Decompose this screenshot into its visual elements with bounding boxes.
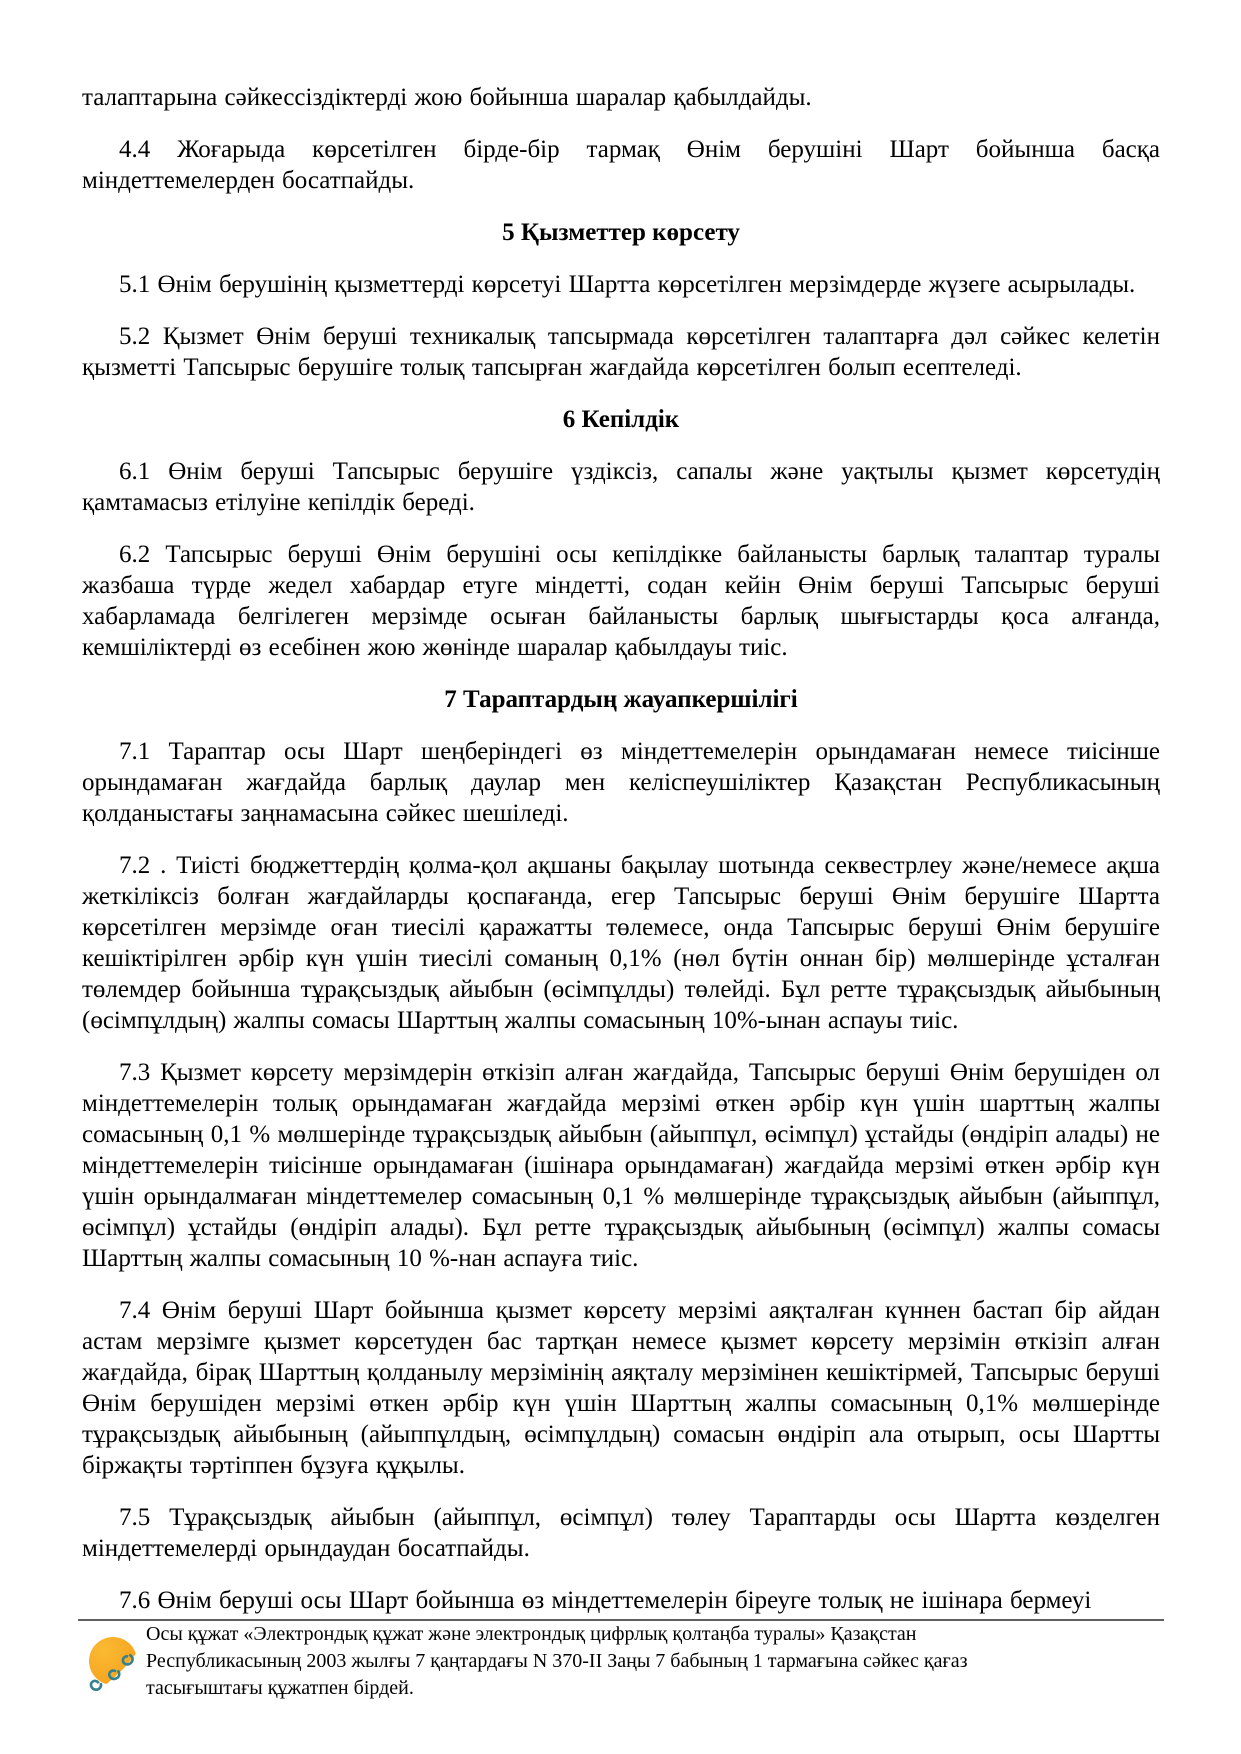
paragraph-7-4: 7.4 Өнім беруші Шарт бойынша қызмет көрсету мерзімі аяқталған күннен бастап бір айдан астам мерзімге қызмет көрсетуден бас тартқан немесе қызмет көрсету мерзімін өткізіп алған жағдайда, бірақ Шарттың қолданылу мерзімінің аяқталу мерзімінен кешіктірмей, Тапсырыс беруші Өнім берушіден мерзімі өткен әрбір күн үшін Шарттың жалпы сомасының 0,1% мөлшерінде тұрақсыздық айыбының (айыппұлдың, өсімпұлдың) сомасын өндіріп ала отырып, осы Шартты біржақты тәртіппен бұзуға құқылы.	[82, 1297, 1160, 1479]
paragraph-6-1: 6.1 Өнім беруші Тапсырыс берушіге үздіксіз, сапалы және уақтылы қызмет көрсетудің қамтамасыз етілуіне кепілдік береді.	[82, 458, 1160, 516]
footer-note	[146, 1621, 967, 1702]
paragraph-7-6: 7.6 Өнім беруші осы Шарт бойынша өз міндеттемелерін біреуге толық не ішінара бермеуі	[119, 1587, 1092, 1614]
footer-note-line-1: Осы құжат «Электрондық құжат және электрондық цифрлық қолтаңба туралы» Қазақстан	[146, 1623, 917, 1645]
contract-text	[82, 82, 1160, 1637]
paragraph-5-2: 5.2 Қызмет Өнім беруші техникалық тапсырмада көрсетілген талаптарға дәл сәйкес келетін қызметті Тапсырыс берушіге толық тапсырған жағдайда көрсетілген болып есептеледі.	[82, 323, 1160, 381]
paragraph-7-3: 7.3 Қызмет көрсету мерзімдерін өткізіп алған жағдайда, Тапсырыс беруші Өнім берушіден ол міндеттемелерін толық орындамаған жағдайда мерзімі өткен әрбір күн үшін шарттың жалпы сомасының 0,1 % мөлшерінде тұрақсыздық айыбын (айыппұл, өсімпұл) ұстайды (өндіріп алады) не міндеттемелерін тиісінше орындамаған (ішінара орындамаған) жағдайда мерзімі өткен әрбір күн үшін орындалмаған міндеттемелер сомасының 0,1 % мөлшерінде тұрақсыздық айыбын (айыппұл, өсімпұл) ұстайды (өндіріп алады). Бұл ретте тұрақсыздық айыбының (өсімпұл) жалпы сомасы Шарттың жалпы сомасының 10 %-нан аспауға тиіс.	[82, 1059, 1160, 1272]
heading-section-7: 7 Тараптардың жауапкершілігі	[444, 686, 798, 713]
heading-section-6: 6 Кепілдік	[562, 406, 680, 433]
paragraph-7-5: 7.5 Тұрақсыздық айыбын (айыппұл, өсімпұл) төлеу Тараптарды осы Шартта көзделген міндеттемелерді орындаудан босатпайды.	[82, 1504, 1160, 1562]
paragraph-5-1: 5.1 Өнім берушінің қызметтерді көрсетуі Шартта көрсетілген мерзімдерде жүзеге асырылады.	[119, 271, 1136, 298]
paragraph-7-2: 7.2 . Тиісті бюджеттердің қолма-қол ақшаны бақылау шотында секвестрлеу және/немесе ақша жеткіліксіз болған жағдайларды қоспағанда, егер Тапсырыс беруші Өнім берушіге Шартта көрсетілген мерзімде оған тиесілі қаражатты төлемесе, онда Тапсырыс беруші Өнім берушіге кешіктірілген әрбір күн үшін тиесілі соманың 0,1% (нөл бүтін оннан бір) мөлшерінде ұсталған төлемдер бойынша тұрақсыздық айыбын (өсімпұлды) төлейді. Бұл ретте тұрақсыздық айыбының (өсімпұлдың) жалпы сомасы Шарттың жалпы сомасының 10%-ынан аспауы тиіс.	[82, 852, 1160, 1034]
paragraph-7-1: 7.1 Тараптар осы Шарт шеңберіндегі өз міндеттемелерін орындамаған немесе тиісінше орындамаған жағдайда барлық даулар мен келіспеушіліктер Қазақстан Республикасының қолданыстағы заңнамасына сәйкес шешіледі.	[82, 738, 1160, 827]
paragraph-4-4: 4.4 Жоғарыда көрсетілген бірде-бір тармақ Өнім берушіні Шарт бойынша басқа міндеттемелерден босатпайды.	[82, 136, 1160, 194]
heading-section-5: 5 Қызметтер көрсету	[502, 219, 740, 246]
footer-note-line-2: Республикасының 2003 жылғы 7 қаңтардағы N 370-II Заңы 7 бабының 1 тармағына сәйкес қағаз	[146, 1650, 968, 1672]
paragraph-continuation: талаптарына сәйкессіздіктерді жою бойынша шаралар қабылдайды.	[82, 84, 812, 111]
egov-logo-icon	[88, 1634, 144, 1692]
footer-note-line-3: тасығыштағы құжатпен бірдей.	[146, 1677, 414, 1699]
paragraph-6-2: 6.2 Тапсырыс беруші Өнім берушіні осы кепілдікке байланысты барлық талаптар туралы жазбаша түрде жедел хабардар етуге міндетті, содан кейін Өнім беруші Тапсырыс беруші хабарламада белгілеген мерзімде осыған байланысты барлық шығыстарды қоса алғанда, кемшіліктерді өз есебінен жою жөнінде шаралар қабылдауы тиіс.	[82, 541, 1160, 661]
